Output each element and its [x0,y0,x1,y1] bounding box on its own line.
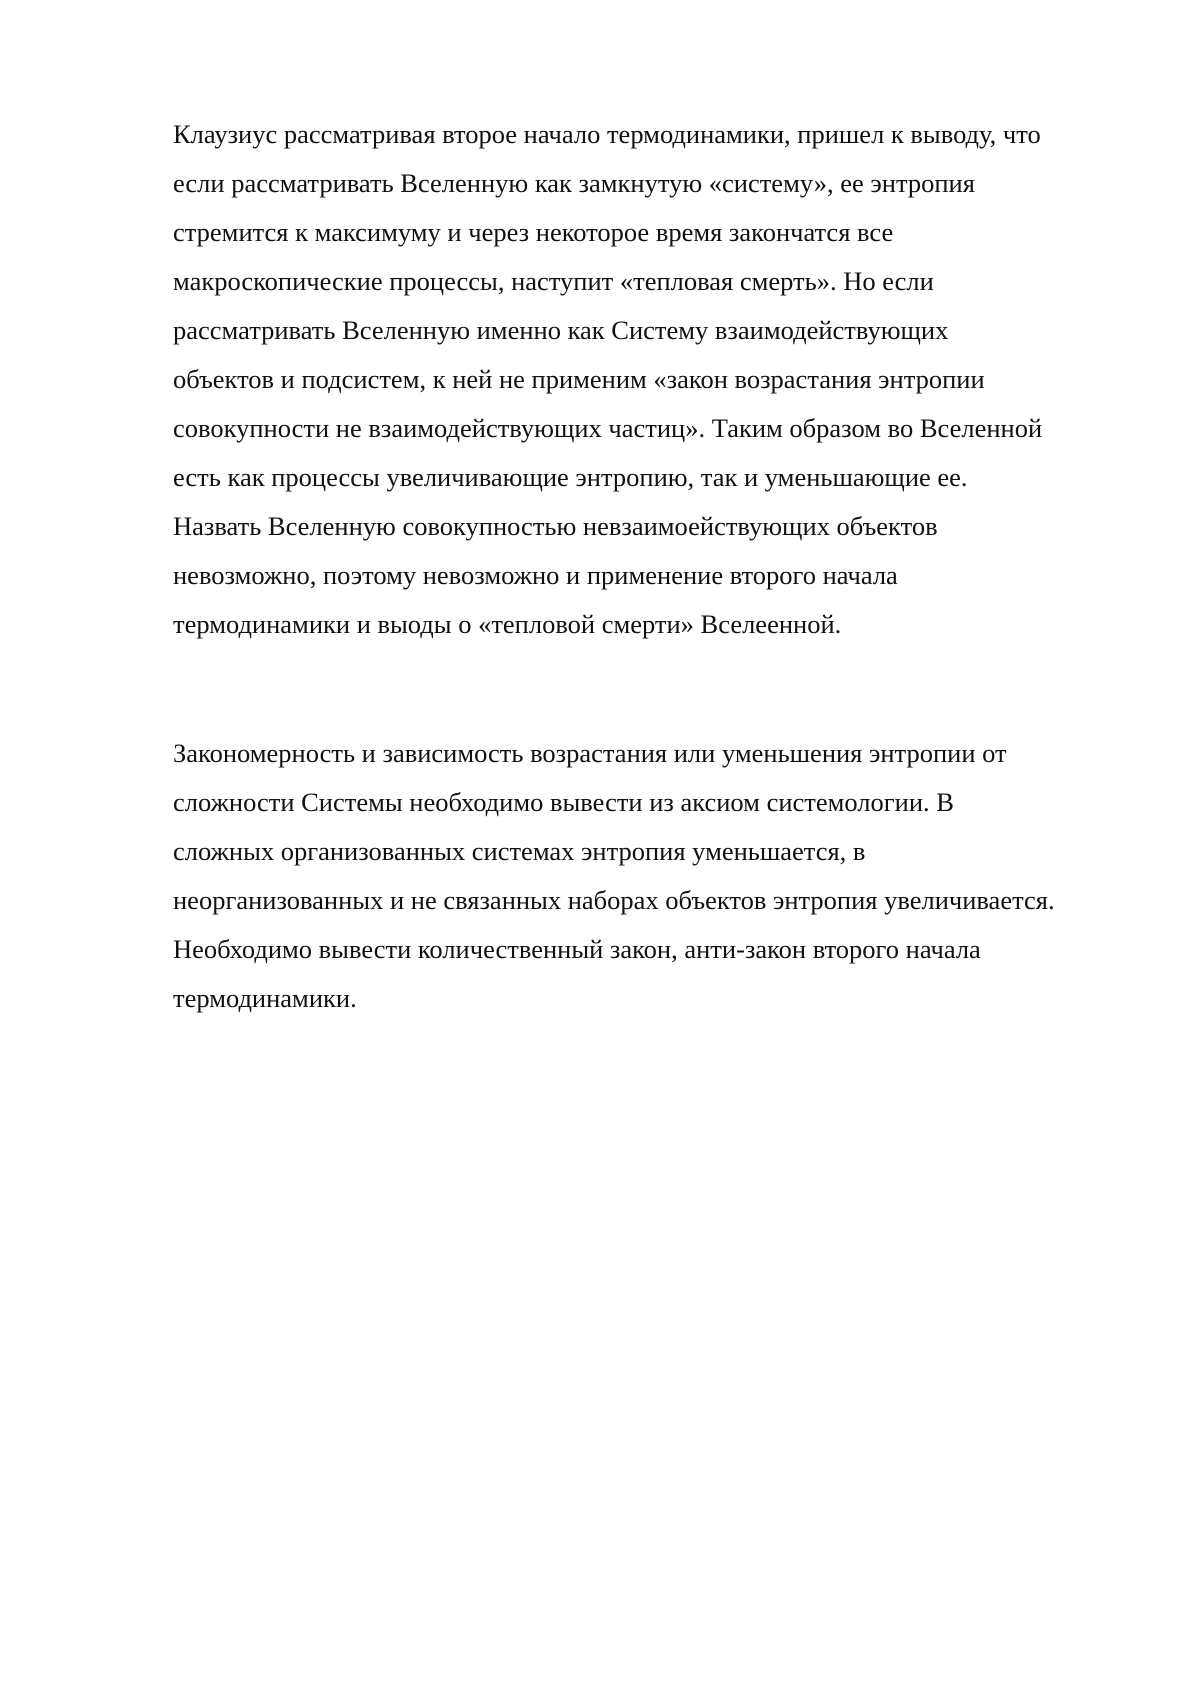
text-line: сложных организованных системах энтропия уменьшается, в [173,836,866,866]
text-line: Необходимо вывести количественный закон, анти-закон второго начала [173,934,981,964]
text-line: рассматривать Вселенную именно как Систему взаимодействующих [173,315,949,345]
text-line: Закономерность и зависимость возрастания или уменьшения энтропии от [173,738,1007,768]
text-line: сложности Системы необходимо вывести из аксиом системологии. В [173,787,954,817]
text-line: Клаузиус рассматривая второе начало термодинамики, пришел к выводу, что [173,119,1041,149]
text-line: термодинамики и выоды о «тепловой смерти» Вселеенной. [173,609,842,639]
paragraph-2 [173,729,1133,1023]
text-line: если рассматривать Вселенную как замкнутую «систему», ее энтропия [173,168,975,198]
text-line: объектов и подсистем, к ней не применим «закон возрастания энтропии [173,364,985,394]
text-line: стремится к максимуму и через некоторое время закончатся все [173,217,894,247]
text-line: макроскопические процессы, наступит «тепловая смерть». Но если [173,266,934,296]
text-line: совокупности не взаимодействующих частиц». Таким образом во Вселенной [173,413,1043,443]
paragraph-1 [173,110,1133,649]
text-line: есть как процессы увеличивающие энтропию, так и уменьшающие ее. [173,462,968,492]
document-body [173,110,1133,1023]
text-line: неорганизованных и не связанных наборах объектов энтропия увеличивается. [173,885,1055,915]
paragraph-spacer [173,649,1133,729]
text-line: невозможно, поэтому невозможно и применение второго начала [173,560,898,590]
text-line: термодинамики. [173,983,357,1013]
text-line: Назвать Вселенную совокупностью невзаимоействующих объектов [173,511,938,541]
